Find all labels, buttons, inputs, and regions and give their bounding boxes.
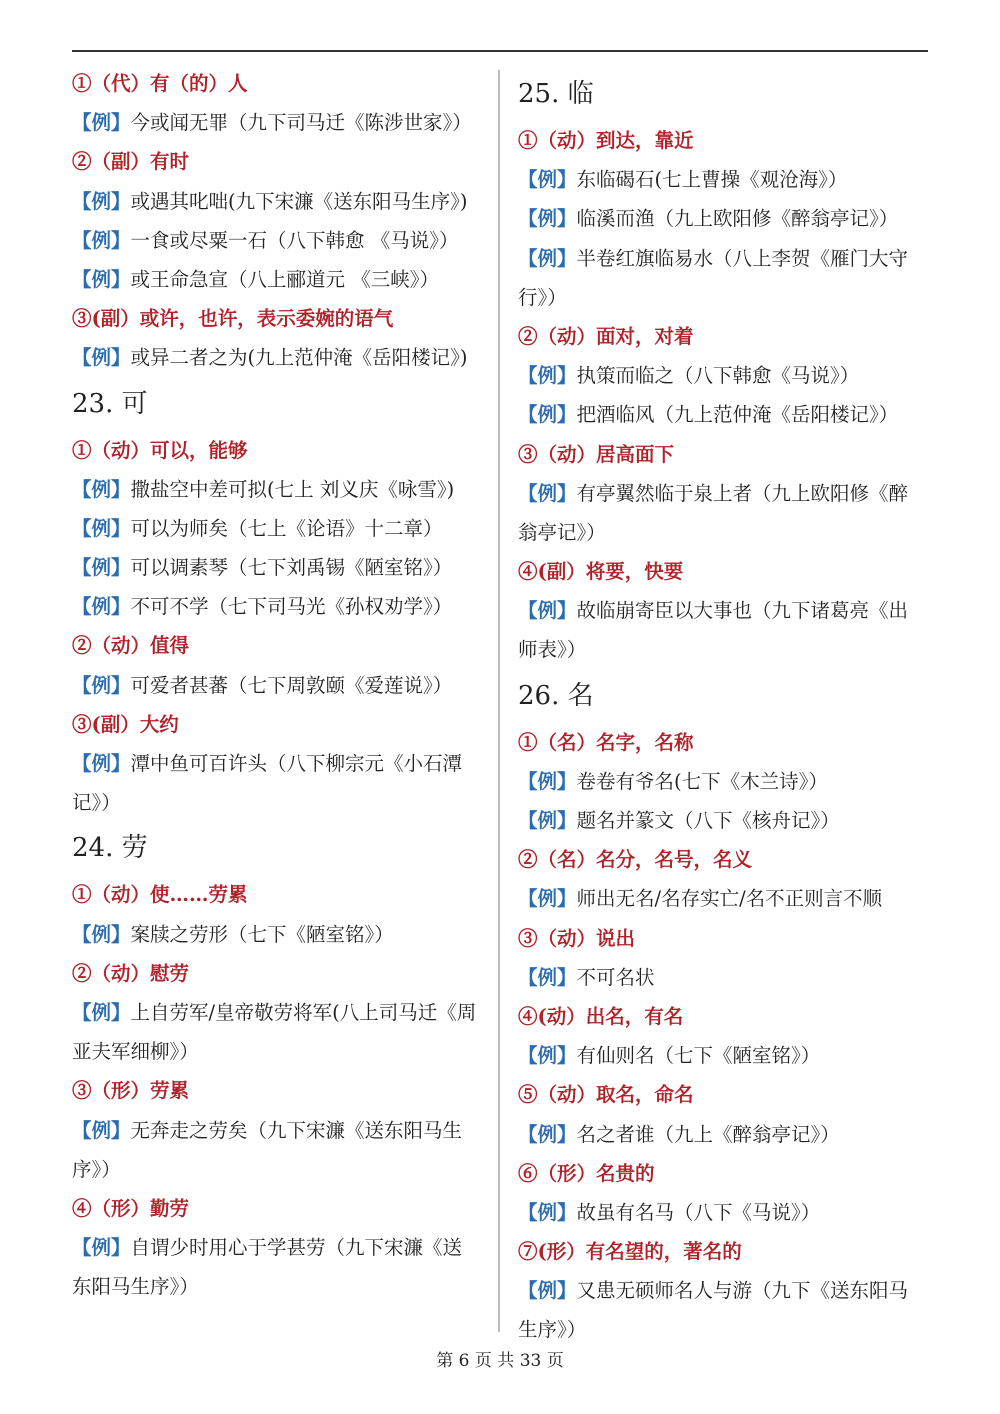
sense-definition: ④（形）勤劳	[72, 1196, 190, 1220]
example-text: 可以调素琴（七下刘禹锡《陋室铭》）	[130, 556, 453, 580]
example-line	[72, 338, 492, 377]
sense-definition: ②（动）面对，对着	[518, 324, 694, 348]
example-tag: 【例】	[518, 599, 577, 623]
example-tag: 【例】	[518, 1044, 577, 1068]
example-tag: 【例】	[518, 403, 577, 427]
entry-heading: 26. 名	[518, 680, 594, 711]
example-line	[518, 356, 938, 395]
example-line	[518, 958, 938, 997]
example-text: 或王命急宣（八上郦道元 《三峡》）	[130, 267, 439, 291]
example-line	[518, 199, 938, 238]
example-text: 把酒临风（九上范仲淹《岳阳楼记》）	[576, 403, 899, 427]
sense-definition: ③(副）大约	[72, 712, 179, 736]
example-line	[72, 993, 492, 1032]
example-tag: 【例】	[518, 1279, 577, 1303]
example-line	[72, 103, 492, 142]
sense-definition: ③(副）或许，也许，表示委婉的语气	[72, 307, 394, 331]
example-tag: 【例】	[518, 965, 577, 989]
example-text: 名之者谁（九上《醉翁亭记》）	[576, 1122, 840, 1146]
example-text: 卷卷有爷名(七下《木兰诗》）	[576, 769, 828, 793]
example-tag: 【例】	[72, 189, 131, 213]
example-text: 半卷红旗临易水（八上李贺《雁门大守	[576, 246, 909, 270]
sense-definition: ①（动）使……劳累	[72, 883, 248, 907]
example-text: 有仙则名（七下《陋室铭》）	[576, 1044, 821, 1068]
example-text: 不可不学（七下司马光《孙权劝学》）	[130, 595, 453, 619]
example-tag: 【例】	[72, 1000, 131, 1024]
column-divider	[498, 70, 500, 1332]
example-line	[72, 587, 492, 626]
example-line	[72, 666, 492, 705]
example-text: 题名并篆文（八下《核舟记》）	[576, 809, 840, 832]
example-tag: 【例】	[518, 364, 577, 388]
entry-heading: 25. 临	[518, 79, 594, 109]
example-tag: 【例】	[72, 595, 131, 619]
example-text: 案牍之劳形（七下《陋室铭》）	[130, 922, 394, 946]
entry-heading: 24. 劳	[72, 833, 148, 864]
example-text: 不可名状	[576, 965, 655, 989]
example-tag: 【例】	[72, 477, 131, 501]
sense-definition: ④(副）将要，快要	[518, 560, 684, 584]
header-rule	[72, 50, 928, 52]
example-line	[518, 474, 938, 513]
sense-definition: ④(动）出名，有名	[518, 1004, 684, 1028]
example-line	[72, 470, 492, 509]
example-tag: 【例】	[72, 267, 131, 291]
example-tag: 【例】	[518, 246, 577, 270]
example-tag: 【例】	[72, 1118, 131, 1142]
example-continuation: 行》）	[518, 285, 567, 309]
example-text: 执策而临之（八下韩愈《马说》）	[576, 364, 860, 388]
example-text: 潭中鱼可百许头（八下柳宗元《小石潭	[130, 752, 463, 775]
example-line	[518, 1036, 938, 1075]
example-line	[72, 548, 492, 587]
example-text: 或异二者之为(九上范仲淹《岳阳楼记》)	[130, 346, 468, 370]
example-line	[72, 182, 492, 221]
example-text: 自谓少时用心于学甚劳（九下宋濂《送	[130, 1236, 463, 1260]
example-tag: 【例】	[72, 228, 131, 252]
sense-definition: ①（代）有（的）人	[72, 72, 248, 95]
right-column	[518, 68, 938, 1350]
example-tag: 【例】	[72, 346, 131, 370]
example-tag: 【例】	[72, 516, 131, 540]
example-text: 可以为师矣（七上《论语》十二章）	[130, 516, 443, 540]
example-text: 临溪而渔（九上欧阳修《醉翁亭记》）	[576, 207, 899, 231]
example-tag: 【例】	[72, 673, 131, 697]
sense-definition: ②（名）名分，名号，名义	[518, 848, 753, 872]
example-text: 或遇其叱咄(九下宋濂《送东阳马生序》)	[130, 189, 468, 213]
sense-definition: ②（副）有时	[72, 150, 190, 174]
sense-definition: ①（动）可以，能够	[72, 438, 248, 462]
example-text: 撒盐空中差可拟(七上 刘义庆《咏雪》)	[130, 477, 455, 501]
example-tag: 【例】	[72, 111, 131, 135]
sense-definition: ②（动）慰劳	[72, 961, 190, 985]
example-line	[518, 1193, 938, 1232]
example-continuation: 记》）	[72, 791, 121, 815]
example-text: 上自劳军/皇帝敬劳将军(八上司马迁《周	[130, 1000, 477, 1024]
entry-heading: 23. 可	[72, 388, 148, 419]
example-tag: 【例】	[72, 1236, 131, 1260]
example-line	[72, 1228, 492, 1267]
example-continuation: 生序》）	[518, 1318, 587, 1342]
sense-definition: ②（动）值得	[72, 634, 190, 658]
example-tag: 【例】	[518, 769, 577, 793]
example-line	[518, 801, 938, 840]
example-tag: 【例】	[518, 1122, 577, 1146]
sense-definition: ⑤（动）取名，命名	[518, 1083, 694, 1107]
example-tag: 【例】	[72, 752, 131, 775]
example-line	[72, 744, 492, 783]
example-tag: 【例】	[518, 207, 577, 231]
example-line	[72, 221, 492, 260]
example-tag: 【例】	[518, 1200, 577, 1224]
sense-definition: ⑦(形）有名望的，著名的	[518, 1240, 742, 1264]
example-text: 又患无硕师名人与游（九下《送东阳马	[576, 1279, 909, 1303]
example-text: 无奔走之劳矣（九下宋濂《送东阳马生	[130, 1118, 463, 1142]
example-tag: 【例】	[72, 922, 131, 946]
example-line	[518, 1271, 938, 1310]
sense-definition: ③（形）劳累	[72, 1079, 190, 1103]
example-text: 今或闻无罪（九下司马迁《陈涉世家》）	[130, 111, 472, 135]
example-tag: 【例】	[518, 481, 577, 505]
example-line	[518, 160, 938, 199]
example-tag: 【例】	[72, 556, 131, 580]
example-line	[518, 395, 938, 434]
left-column	[72, 64, 492, 1306]
example-tag: 【例】	[518, 809, 577, 832]
example-text: 故虽有名马（八下《马说》）	[576, 1200, 821, 1224]
sense-definition: ③（动）说出	[518, 926, 636, 950]
example-line	[72, 509, 492, 548]
example-line	[518, 239, 938, 278]
example-text: 可爱者甚蕃（七下周敦颐《爱莲说》）	[130, 673, 453, 697]
example-line	[72, 1111, 492, 1150]
example-line	[72, 915, 492, 954]
example-line	[518, 879, 938, 918]
example-continuation: 翁亭记》）	[518, 520, 606, 544]
example-continuation: 师表》）	[518, 638, 587, 662]
example-tag: 【例】	[518, 887, 577, 911]
example-continuation: 序》）	[72, 1157, 121, 1181]
example-text: 师出无名/名存实亡/名不正则言不顺	[576, 887, 883, 911]
sense-definition: ①（名）名字，名称	[518, 730, 694, 754]
page-footer: 第 6 页 共 33 页	[436, 1351, 564, 1371]
example-text: 东临碣石(七上曹操《观沧海》）	[576, 168, 848, 192]
example-line	[518, 591, 938, 630]
example-text: 有亭翼然临于泉上者（九上欧阳修《醉	[576, 481, 909, 505]
example-text: 故临崩寄臣以大事也（九下诸葛亮《出	[576, 599, 909, 623]
example-line	[72, 260, 492, 299]
sense-definition: ③（动）居高面下	[518, 442, 675, 466]
example-tag: 【例】	[518, 168, 577, 192]
example-line	[518, 1115, 938, 1154]
example-text: 一食或尽粟一石（八下韩愈 《马说》）	[130, 228, 459, 252]
example-continuation: 东阳马生序》）	[72, 1275, 199, 1299]
example-continuation: 亚夫军细柳》）	[72, 1040, 199, 1064]
example-line	[518, 762, 938, 801]
sense-definition: ①（动）到达，靠近	[518, 129, 694, 152]
sense-definition: ⑥（形）名贵的	[518, 1161, 655, 1185]
